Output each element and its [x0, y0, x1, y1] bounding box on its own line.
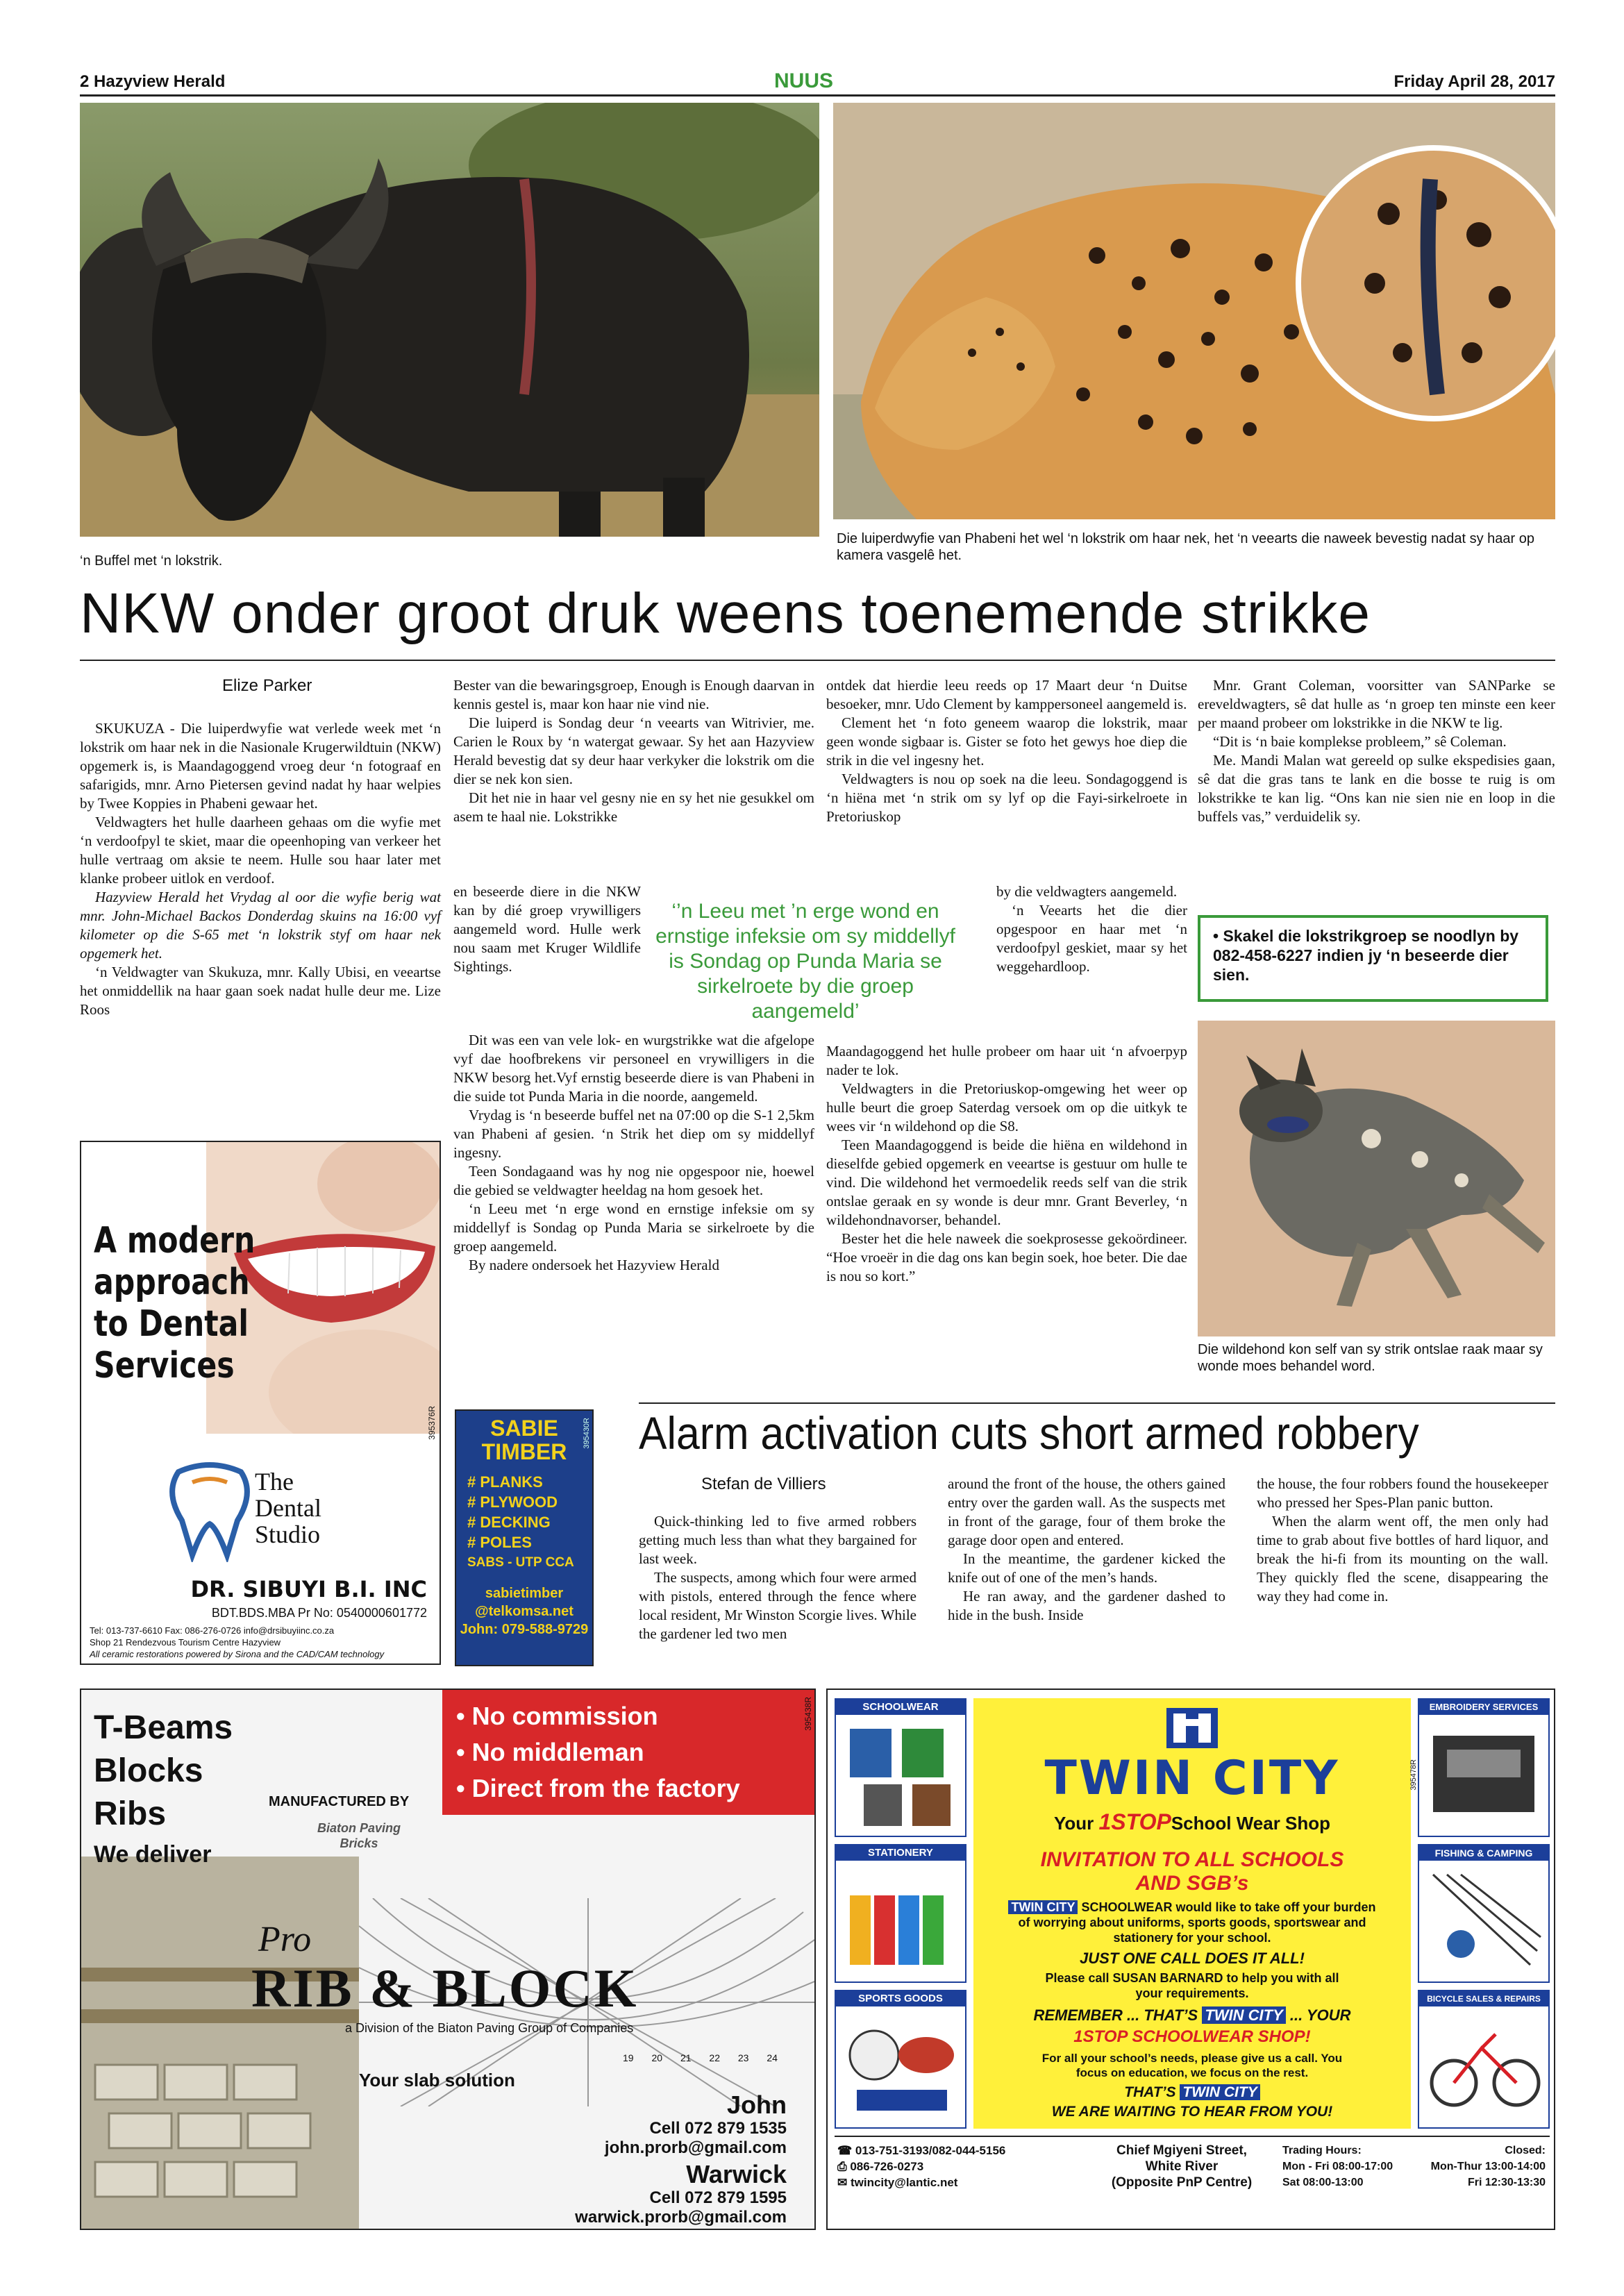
- rib-ruler: [623, 2052, 778, 2063]
- category-embroidery: [1418, 1698, 1550, 1837]
- category-label: FISHING & CAMPING: [1419, 1845, 1548, 1861]
- closed-line: Fri 12:30-13:30: [1467, 2177, 1546, 2188]
- category-sports: [835, 1990, 966, 2129]
- article2-column-1: [639, 1512, 916, 1643]
- twin-remember: [973, 2006, 1411, 2025]
- fishing-icon: [1419, 1861, 1548, 1981]
- dental-contact: [90, 1625, 384, 1660]
- email-line: @telkomsa.net: [475, 1604, 574, 1619]
- category-fishing: [1418, 1844, 1550, 1983]
- item: # POLES: [467, 1534, 532, 1551]
- twin-contact: [837, 2143, 1005, 2190]
- paragraph: SKUKUZA - Die luiperdwyfie wat verlede week met ‘n lokstrik om haar nek in die Nasionale Krugerwildtuin (NKW) opgemerk is, is Maandagoggend vroeg deur ‘n fotograaf en safarigids, mnr. Arno Pietersen gevind nadat hy haar welpies by Twee Koppies in Phabeni gewaar het.: [80, 720, 441, 812]
- contact-name: Warwick: [686, 2160, 787, 2188]
- product-line: T-Beams: [94, 1709, 233, 1746]
- paragraph: ‘n Veldwagter van Skukuza, mnr. Kally Ubisi, en veeartse het onmiddellik na haar gaan soek nadat hulle deur me. Lize Roos: [80, 964, 441, 1018]
- item: # PLANKS: [467, 1473, 543, 1491]
- category-label: BICYCLE SALES & REPAIRS: [1419, 1991, 1548, 2006]
- address-line: White River: [1145, 2159, 1219, 2174]
- wild-dog-photo: [1198, 1021, 1555, 1336]
- brand-inline: TWIN CITY: [1008, 1900, 1078, 1914]
- hotline-infobox: [1198, 915, 1548, 1002]
- paragraph: By nadere ondersoek het Hazyview Herald: [469, 1257, 719, 1273]
- rib-biaton: Biaton Paving Bricks: [317, 1821, 401, 1850]
- rib-pro: Pro: [258, 1920, 312, 1959]
- category-stationery: [835, 1844, 966, 1983]
- paragraph: Dit was een van vele lok- en wurgstrikke wat die afgelope vyf dae hoofbrekens vir personeel en vrywilligers in die NKW besorg het.Vyf ernstig beseerde diere is van Phabeni in die suide tot Punda Maria in die noorde, aangemeld.: [453, 1032, 814, 1105]
- header-rule: [80, 94, 1555, 97]
- leopard-photo: [833, 103, 1555, 519]
- contact-line: All ceramic restorations powered by Sirona and the CAD/CAM technology: [90, 1649, 385, 1659]
- paragraph: When the alarm went off, the men only had time to grab about five bottles of hard liquor, and break the hi-fi from its mounting on the wall. They quickly fled the scene, disappearing the way they had come in.: [1257, 1513, 1548, 1604]
- article2-byline: Stefan de Villiers: [701, 1475, 826, 1493]
- invite-line: AND SGB’s: [1135, 1872, 1249, 1895]
- ruler-tick: 24: [767, 2052, 778, 2063]
- paragraph: Mnr. Grant Coleman, voorsitter van SANParke se ereveldwagters, sê dat hulle as ‘n groep ten minste een keer per maand probeer om lokstrikke in die NKW te lig.: [1198, 677, 1555, 731]
- sabie-timber-ad: [455, 1409, 594, 1666]
- product-line: Ribs: [94, 1795, 167, 1832]
- paragraph: Vrydag is ‘n beseerde buffel net na 07:00 op die S-1 2,5km van Phabeni af gesien. ‘n Strik het diep om sy middellyf ingesny.: [453, 1107, 814, 1161]
- dental-doctor: DR. SIBUYI B.I. INC: [190, 1576, 427, 1602]
- category-label: STATIONERY: [836, 1845, 965, 1861]
- paragraph: Bester van die bewaringsgroep, Enough is Enough daarvan in kennis gestel is, maar kon haar nie vind nie.: [453, 677, 814, 712]
- paragraph: Die luiperd is Sondag deur ‘n veearts van Witrivier, me. Carien le Roux by ‘n watergat gewaar. Sy het aan Hazyview Herald bevestig dat sy deur haar verkyker die lokstrik om die dier se nek kon sien.: [453, 714, 814, 787]
- article1-pullquote: ‘’n Leeu met ’n erge wond en ernstige infeksie om sy middellyf is Sondag op Punda Maria se sirkelroete by die groep aangemeld’: [655, 900, 955, 1023]
- paragraph: Veldwagters het hulle daarheen gehaas om die wyfie met ‘n verdoofpyl te skiet, maar die opeenhoping van verkeer het hulle vertraag om aksie te neem. Hulle sou haar later met klanke probeer uitlok en verdoof.: [80, 814, 441, 887]
- contact-line: Tel: 013-737-6610 Fax: 086-276-0726 info@drsibuyiinc.co.za: [90, 1625, 335, 1636]
- buffalo-photo: [80, 103, 819, 537]
- ad-code: 395376R: [427, 1406, 437, 1440]
- schoolwear-icon: [836, 1715, 965, 1836]
- paragraph: Quick-thinking led to five armed robbers getting much less than what they bargained for last week.: [639, 1513, 916, 1567]
- twin-invite: [973, 1848, 1411, 1895]
- tagline-onestop: 1STOP: [1098, 1809, 1171, 1834]
- paragraph: Bester het die hele naweek die soekprosesse gekoördineer. “Hoe vroeër in die dag ons kan begin soek, hoe beter. Die dae is nou so kort.”: [826, 1230, 1187, 1284]
- rib-brand: RIB & BLOCK: [251, 1958, 639, 2018]
- closed-line: Mon-Thur 13:00-14:00: [1430, 2161, 1546, 2172]
- twin-logo-icon: [1161, 1704, 1223, 1752]
- tagline-post: School Wear Shop: [1171, 1813, 1331, 1834]
- ad-code: 395478R: [1409, 1759, 1418, 1791]
- article2-top-rule: [639, 1402, 1555, 1404]
- twin-city-ad: [826, 1689, 1555, 2230]
- article1-column-2-top: [453, 676, 814, 826]
- ruler-tick: 22: [709, 2052, 720, 2063]
- paragraph: by die veldwagters aangemeld.: [996, 883, 1178, 900]
- buffalo-caption: ‘n Buffel met ‘n lokstrik.: [80, 553, 223, 569]
- contact-cell: Cell 072 879 1535: [649, 2119, 787, 2138]
- dental-headline: [94, 1220, 255, 1386]
- ruler-tick: 20: [651, 2052, 663, 2063]
- paragraph: In the meantime, the gardener kicked the knife out of one of the men’s hands.: [948, 1550, 1225, 1586]
- item: # DECKING: [467, 1514, 551, 1531]
- headline-line: approach: [94, 1262, 250, 1303]
- headline-line: to Dental: [94, 1303, 249, 1345]
- paragraph: The suspects, among which four were armed with pistols, entered through the fence where local resident, Mr Winston Scorgie lives. While the gardener led two men: [639, 1569, 916, 1642]
- hours-line: Mon - Fri 08:00-17:00: [1282, 2161, 1393, 2172]
- rib-warwick: [575, 2161, 787, 2227]
- phone-line: John: 079-588-9729: [460, 1622, 589, 1637]
- section-label: NUUS: [774, 69, 834, 92]
- twin-logo-text: TWIN CITY: [1044, 1751, 1340, 1806]
- brand-line: The: [255, 1468, 294, 1495]
- paragraph: Veldwagters in die Pretoriuskop-omgewing het weer op hulle beurt die groep Saterdag versoek om op die uitkyk te wees vir ‘n wildehond op die S8.: [826, 1080, 1187, 1134]
- article1-column-2-narrow: [453, 882, 641, 976]
- twin-footer-rule: [835, 2136, 1550, 2137]
- article2-column-3: [1257, 1475, 1548, 1606]
- twin-waiting: WE ARE WAITING TO HEAR FROM YOU!: [1051, 2104, 1333, 2120]
- brand-line: Dental: [255, 1494, 321, 1522]
- body-text: SCHOOLWEAR would like to take off your burden of worrying about uniforms, sports goods, sportswear and stationery for your school.: [1018, 1900, 1376, 1945]
- category-label: SCHOOLWEAR: [836, 1700, 965, 1715]
- bullet-line: • No middleman: [456, 1738, 644, 1766]
- article2-column-2: [948, 1475, 1225, 1625]
- twin-body: [1001, 1900, 1383, 1945]
- paragraph: “Dit is ‘n baie komplekse probleem,” sê Coleman.: [1213, 733, 1507, 750]
- phone-line: [837, 2143, 1005, 2159]
- twin-needs: For all your school’s needs, please give us a call. You focus on education, we focus on the rest.: [1041, 2052, 1343, 2079]
- contact-cell: Cell 072 879 1595: [649, 2188, 787, 2207]
- sabie-items: [467, 1472, 589, 1573]
- article2-headline: Alarm activation cuts short armed robbery: [639, 1407, 1419, 1459]
- bullet-line: • Direct from the factory: [456, 1774, 740, 1802]
- stationery-icon: [836, 1861, 965, 1981]
- contact-email: warwick.prorb@gmail.com: [575, 2208, 787, 2227]
- brand-inline: TWIN CITY: [1202, 2006, 1285, 2024]
- sports-icon: [836, 2006, 965, 2127]
- email-text: twincity@lantic.net: [850, 2176, 958, 2189]
- paragraph: He ran away, and the gardener dashed to hide in the bush. Inside: [948, 1588, 1225, 1623]
- header-left: 2 Hazyview Herald: [80, 72, 226, 91]
- article1-column-3-bottom: [826, 1042, 1187, 1286]
- paragraph: around the front of the house, the others gained entry over the garden wall. As the suspects met in front of the garage, four of them broke the garage door open and entered.: [948, 1475, 1225, 1548]
- tagline-pre: Your: [1053, 1813, 1099, 1834]
- twin-call-susan: Please call SUSAN BARNARD to help you with all your requirements.: [1045, 1971, 1339, 2000]
- email-line: [837, 2175, 1005, 2190]
- category-label: SPORTS GOODS: [836, 1991, 965, 2006]
- item: # PLYWOOD: [467, 1493, 558, 1511]
- tooth-logo-icon: [158, 1458, 262, 1562]
- brand-inline: TWIN CITY: [1180, 2084, 1259, 2100]
- sabie-contact: [456, 1584, 592, 1639]
- item: SABS - UTP CCA: [467, 1555, 574, 1570]
- invite-line: INVITATION TO ALL SCHOOLS: [1040, 1848, 1344, 1871]
- twin-center: [973, 1698, 1411, 2129]
- article1-column-2-bottom: [453, 1031, 814, 1275]
- category-label: EMBROIDERY SERVICES: [1419, 1700, 1548, 1715]
- hours-line: Sat 08:00-13:00: [1282, 2177, 1364, 2188]
- ruler-tick: 21: [680, 2052, 692, 2063]
- remember-post: ... YOUR: [1285, 2006, 1351, 2024]
- rib-division: a Division of the Biaton Paving Group of Companies: [345, 2021, 634, 2035]
- phone-icon: ☎: [837, 2144, 855, 2157]
- phone-text: 013-751-3193/082-044-5156: [855, 2144, 1006, 2157]
- twin-closed: [1431, 2143, 1546, 2190]
- address-line: Chief Mgiyeni Street,: [1116, 2143, 1247, 2158]
- title-line: TIMBER: [481, 1439, 567, 1464]
- leopard-caption: Die luiperdwyfie van Phabeni het wel ‘n lokstrik om haar nek, het ‘n veearts die naweek bevestig nadat sy haar op kamera vasgelê het.: [837, 531, 1535, 563]
- bullet-line: • No commission: [456, 1702, 658, 1730]
- twin-address: [1091, 2143, 1272, 2190]
- paragraph: ‘n Leeu met ‘n erge wond en ernstige infeksie om sy middellyf is Sondag op Punda Maria se sirkelroete by die groep aangemeld.: [453, 1200, 814, 1255]
- rib-products: [94, 1707, 233, 1836]
- fax-line: [837, 2159, 1005, 2175]
- article1-column-1: [80, 719, 441, 1019]
- paragraph: Teen Sondagaand was hy nog nie opgespoor nie, hoewel die gebied se veldwagter heeldag na hom gesoek het.: [453, 1163, 814, 1198]
- article1-column-3-top: [826, 676, 1187, 826]
- paragraph: Hazyview Herald het Vrydag al oor die wyfie berig wat mnr. John-Michael Backos Donderdag skuins na 16:00 vyf kilometer op die S-65 met ‘n lokstrik styf om haar nek opgemerk het.: [80, 889, 441, 962]
- article1-column-3-narrow: [996, 882, 1187, 976]
- rib-slogan: Your slab solution: [359, 2070, 515, 2090]
- mail-icon: ✉: [837, 2176, 851, 2189]
- ad-code: 395438R: [803, 1697, 813, 1731]
- thats-pre: THAT’S: [1124, 2084, 1180, 2100]
- page-header: [80, 69, 1555, 97]
- brand-line: Studio: [255, 1520, 321, 1548]
- twin-tagline: [973, 1809, 1411, 1835]
- email-line: sabietimber: [485, 1586, 564, 1601]
- blocks-photo: [81, 1857, 359, 2229]
- paragraph: Me. Mandi Malan wat gereeld op sulke ekspedisies gaan, sê dat die gras tans te lank en die bosse te ruig is om lokstrikke te kan lig. “Ons kan nie sien nie en loop in die buffels vas,” verduidelik sy.: [1198, 752, 1555, 825]
- ruler-tick: 19: [623, 2052, 634, 2063]
- article1-headline: NKW onder groot druk weens toenemende strikke: [80, 582, 1371, 645]
- paragraph: ontdek dat hierdie leeu reeds op 17 Maart deur ‘n Duitse besoeker, mnr. Udo Clement by kamppersoneel aangemeld is.: [826, 677, 1187, 712]
- ruler-tick: 23: [737, 2052, 749, 2063]
- bicycle-icon: [1419, 2006, 1548, 2127]
- hours-title: Trading Hours:: [1282, 2145, 1362, 2156]
- rib-block-ad: [80, 1689, 816, 2230]
- fax-icon: ⎙: [837, 2160, 851, 2173]
- paragraph: Clement het ‘n foto geneem waarop die lokstrik, maar geen wonde sigbaar is. Gister se foto het gewys hoe diep die strik in die vel ingesny het.: [826, 714, 1187, 769]
- twin-hours: [1282, 2143, 1393, 2190]
- contact-line: Shop 21 Rendezvous Tourism Centre Hazyview: [90, 1637, 281, 1648]
- remember-pre: REMEMBER ... THAT’S: [1033, 2006, 1203, 2024]
- paragraph: ‘n Veearts het die dier opgespoor en haar met ‘n verdoofpyl geskiet, maar sy het weggehardloop.: [996, 902, 1187, 975]
- twin-one-call: JUST ONE CALL DOES IT ALL!: [1080, 1950, 1305, 1967]
- address-line: (Opposite PnP Centre): [1111, 2175, 1253, 2190]
- twin-onestop: 1STOP SCHOOLWEAR SHOP!: [1073, 2027, 1311, 2046]
- paragraph: Dit het nie in haar vel gesny nie en sy het nie gesukkel om asem te haal nie. Lokstrikke: [453, 789, 814, 825]
- dental-brand: [255, 1468, 321, 1548]
- embroidery-icon: [1419, 1715, 1548, 1836]
- hotline-text: • Skakel die lokstrikgroep se noodlyn by 082-458-6227 indien jy ‘n beseerde dier sien.: [1213, 927, 1519, 984]
- header-date: Friday April 28, 2017: [1393, 72, 1555, 91]
- closed-title: Closed:: [1505, 2145, 1546, 2156]
- article1-column-4: [1198, 676, 1555, 826]
- paragraph: the house, the four robbers found the housekeeper who pressed her Spes-Plan panic button.: [1257, 1475, 1548, 1511]
- article1-byline: Elize Parker: [222, 676, 312, 695]
- headline-line: A modern: [94, 1220, 256, 1262]
- title-line: SABIE: [490, 1416, 558, 1441]
- paragraph: en beseerde diere in die NKW kan by dié groep vrywilligers aangemeld word. Hulle werk nou saam met Kruger Wildlife Sightings.: [453, 883, 641, 975]
- rib-bullets: [442, 1690, 816, 1815]
- paragraph: Teen Maandagoggend is beide die hiëna en wildehond in dieselfde gebied opgemerk en veeartse is gestuur om hulle te vind. Die wildehond het vermoedelik reeds self van die strik ontslae geraak en sy wonde is deur mnr. Grant Beverley, ‘n wildehondnavorser, behandel.: [826, 1137, 1187, 1228]
- paragraph: Veldwagters is nou op soek na die leeu. Sondagoggend is ‘n hiëna met ‘n strik om sy lyf op die Fayi-sirkelroete in Pretoriuskop: [826, 771, 1187, 825]
- headline-rule: [80, 660, 1555, 661]
- category-bicycle: [1418, 1990, 1550, 2129]
- wild-dog-caption: Die wildehond kon self van sy strik ontslae raak maar sy wonde moes behandel word.: [1198, 1342, 1543, 1374]
- category-schoolwear: [835, 1698, 966, 1837]
- rib-deliver: We deliver: [94, 1841, 212, 1868]
- product-line: Blocks: [94, 1752, 203, 1789]
- rib-john: [605, 2091, 787, 2158]
- rib-manufactured: MANUFACTURED BY: [269, 1794, 410, 1809]
- fax-text: 086-726-0273: [850, 2160, 924, 2173]
- dental-ad: [80, 1141, 441, 1665]
- twin-thats: [973, 2084, 1411, 2101]
- ad-code: 395430R: [583, 1418, 591, 1449]
- contact-name: John: [727, 2090, 787, 2119]
- dental-quals: BDT.BDS.MBA Pr No: 0540000601772: [211, 1606, 427, 1620]
- contact-email: john.prorb@gmail.com: [604, 2138, 787, 2157]
- sabie-title: [456, 1416, 592, 1464]
- paragraph: Maandagoggend het hulle probeer om haar uit ‘n afvoerpyp nader te lok.: [826, 1043, 1187, 1078]
- headline-line: Services: [94, 1345, 235, 1386]
